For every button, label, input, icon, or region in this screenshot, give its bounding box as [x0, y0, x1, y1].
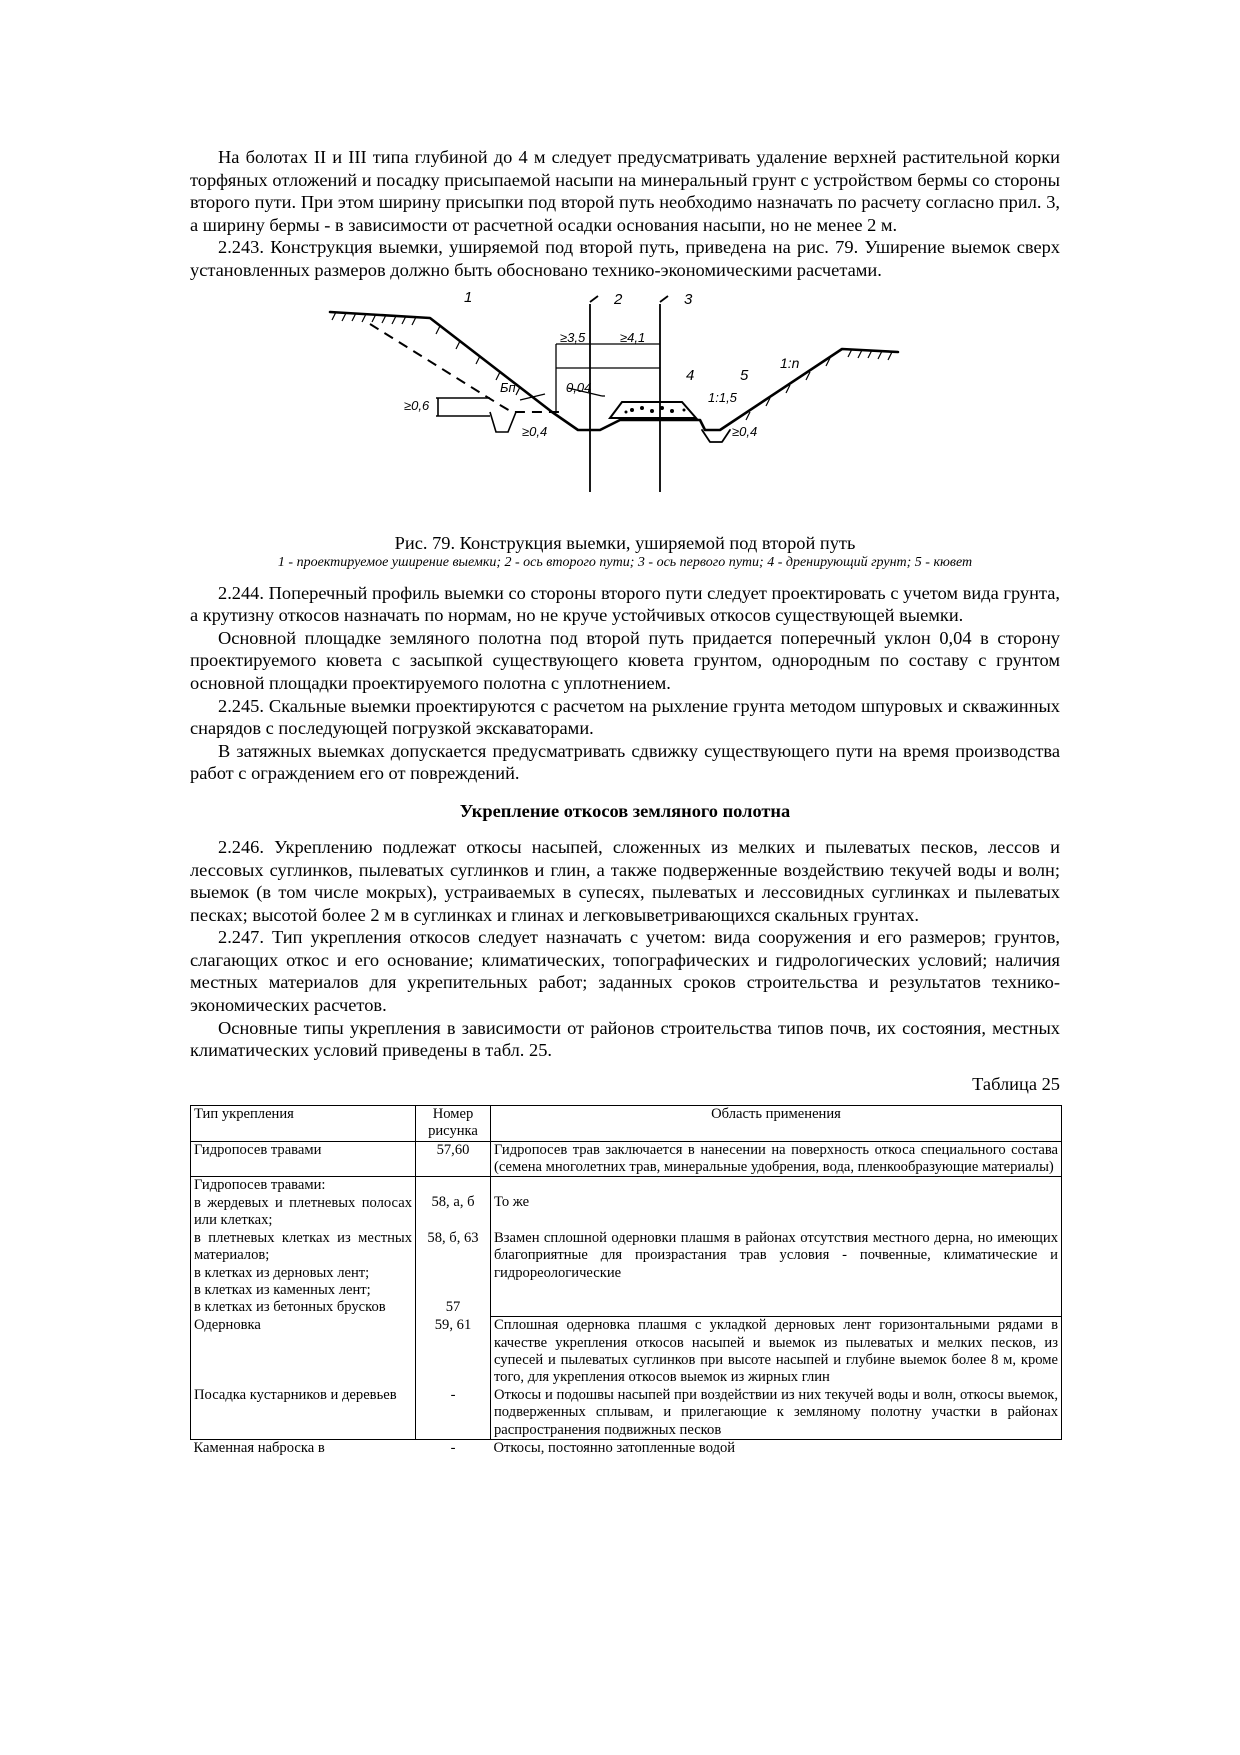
cell-type-sub: в плетневых клетках из местных материалов;: [194, 1229, 412, 1264]
paragraph: В затяжных выемках допускается предусматривать сдвижку существующего пути на время производства работ с ограждением его от повреждений.: [190, 740, 1060, 784]
section-heading: Укрепление откосов земляного полотна: [459, 800, 791, 821]
table-header-row: [191, 1105, 1062, 1141]
dim-0-04: 0,04: [566, 379, 592, 395]
paragraph: 2.246. Укреплению подлежат откосы насыпей, сложенных из мелких и пылеватых песков, лессов и лессовых суглинков, пылеватых суглинков и глин, а также подверженные воздействию текучей воды и волн; выемок (в том числе мокрых), устраиваемых в супесях, пылеватых и лессовидных суглинках и пылеватых песках; высотой более 2 м в суглинках и глинах и легковыветривающихся скальных грунтах.: [190, 836, 1060, 925]
table-title: Таблица 25: [972, 1073, 1060, 1094]
header-number: Номер рисунка: [416, 1105, 491, 1141]
cell-number: -: [416, 1387, 491, 1440]
header-area: Область применения: [491, 1105, 1062, 1141]
cell-area: Взамен сплошной одерновки плашмя в районах отсутствия местного дерна, но имеющих благоприятные для произрастания трав условия - почвенные, климатические и гидрореологические: [491, 1230, 1062, 1317]
table-row: [191, 1440, 1062, 1458]
slope-1-n: 1:n: [780, 354, 800, 371]
dim-0-4-right: ≥0,4: [732, 423, 758, 439]
cell-number: [416, 1230, 491, 1317]
dim-4-1: ≥4,1: [620, 329, 646, 345]
cell-area: Откосы, постоянно затопленные водой: [493, 1440, 736, 1457]
paragraph: 2.243. Конструкция выемки, уширяемой под второй путь, приведена на рис. 79. Уширение выемок сверх установленных размеров должно быть обосновано технико-экономическими расчетами.: [190, 237, 1060, 280]
dim-0-4-left: ≥0,4: [522, 423, 548, 439]
label-5: 5: [740, 366, 749, 384]
cell-type: Каменная наброска в: [193, 1440, 325, 1457]
paragraph: 2.247. Тип укрепления откосов следует назначать с учетом: вида сооружения и его размеров; грунтов, слагающих откос и его основание; климатических, топографических и гидрологических условий; наличия местных материалов для укрепительных работ; заданных сроков строительства и результатов технико-экономических расчетов.: [190, 927, 1060, 1016]
slope-1-1-5: 1:1,5: [708, 389, 737, 405]
dim-0-6: ≥0,6: [404, 397, 430, 413]
label-bp: Бп: [500, 379, 516, 395]
cell-area: [491, 1177, 1062, 1230]
cell-number-value: 57: [445, 1299, 461, 1316]
paragraph: Основной площадке земляного полотна под второй путь придается поперечный уклон 0,04 в сторону проектируемого кювета с засыпкой существующего кювета грунтом, однородным по составу с грунтом основной площадки проектируемого полотна с уплотнением.: [190, 627, 1060, 693]
figure-legend: 1 - проектируемое уширение выемки; 2 - ось второго пути; 3 - ось первого пути; 4 - дренирующий грунт; 5 - кювет: [277, 554, 973, 570]
cell-type: Одерновка: [191, 1317, 416, 1387]
cell-area: Откосы и подошвы насыпей при воздействии из них текучей воды и волн, откосы выемок, подверженных сплывам, и прилегающие к земляному полотну участки в районах распространения подвижных песков: [491, 1387, 1062, 1440]
cell-number: 59, 61: [416, 1317, 491, 1387]
table-row: [191, 1317, 1062, 1387]
label-2: 2: [614, 291, 623, 308]
cell-number-value: 58, а, б: [431, 1194, 475, 1211]
label-1: 1: [464, 291, 473, 306]
cell-number: -: [450, 1440, 456, 1457]
paragraph: На болотах II и III типа глубиной до 4 м следует предусматривать удаление верхней растительной корки торфяных отложений и посадку присыпаемой насыпи на минеральный грунт с устройством бермы со стороны второго пути. При этом ширину присыпки под второй путь необходимо назначать по расчету согласно прил. 3, а ширину бермы - в зависимости от расчетной осадки основания насыпи, но не менее 2 м.: [190, 147, 1060, 235]
label-4: 4: [686, 366, 695, 384]
figure-caption: Рис. 79. Конструкция выемки, уширяемой под второй путь: [394, 532, 856, 553]
cell-number: [416, 1177, 491, 1230]
cell-area-value: То же: [494, 1194, 530, 1211]
paragraph: 2.244. Поперечный профиль выемки со стороны второго пути следует проектировать с учетом вида грунта, а крутизну откосов назначать по нормам, но не круче устойчивых откосов существующей выемки.: [190, 582, 1060, 626]
figure-79: [190, 292, 1060, 530]
cell-type-sub: в жердевых и плетневых полосах или клетках;: [194, 1194, 412, 1229]
cell-type-head: Гидропосев травами:: [194, 1177, 326, 1194]
cell-area: Гидропосев трав заключается в нанесении на поверхность откоса специального состава (семена многолетних трав, минеральные удобрения, вода, пленкообразующие материалы): [491, 1141, 1062, 1177]
table-row: [191, 1177, 1062, 1230]
table-row: [191, 1141, 1062, 1177]
cut-profile-drawing: [190, 292, 1060, 530]
cell-type: Посадка кустарников и деревьев: [191, 1387, 416, 1440]
table-row: [191, 1387, 1062, 1440]
cell-type-sub: в клетках из дерновых лент;: [194, 1264, 370, 1281]
table-row: [191, 1230, 1062, 1317]
cell-area: Сплошная одерновка плашмя с укладкой дерновых лент горизонтальными рядами в качестве укрепления откосов насыпей и выемок из пылеватых и мелких песков, из супесей и пылеватых суглинков при высоте насыпей и глубине выемок более 8 м, кроме того, для укрепления откосов выемок из жирных глин: [491, 1317, 1062, 1387]
header-type: Тип укрепления: [191, 1105, 416, 1141]
track-axes: [590, 296, 668, 492]
cell-type-sub: в клетках из каменных лент;: [194, 1281, 371, 1298]
dim-3-5: ≥3,5: [560, 329, 586, 345]
cell-number: 57,60: [416, 1141, 491, 1177]
cell-type-sub: в клетках из бетонных брусков: [194, 1299, 386, 1316]
cell-type: Гидропосев травами: [191, 1141, 416, 1177]
paragraph: Основные типы укрепления в зависимости от районов строительства типов почв, их состояния, местных климатических условий приведены в табл. 25.: [190, 1017, 1060, 1061]
document-page: [190, 146, 1060, 1457]
cell-type: [191, 1177, 416, 1230]
table-25: [190, 1105, 1062, 1458]
cell-type: [191, 1230, 416, 1317]
label-3: 3: [684, 291, 693, 308]
paragraph: 2.245. Скальные выемки проектируются с расчетом на рыхление грунта методом шпуровых и скважинных снарядов с последующей погрузкой экскаваторами.: [190, 695, 1060, 739]
cell-number-value: 58, б, 63: [427, 1229, 479, 1246]
